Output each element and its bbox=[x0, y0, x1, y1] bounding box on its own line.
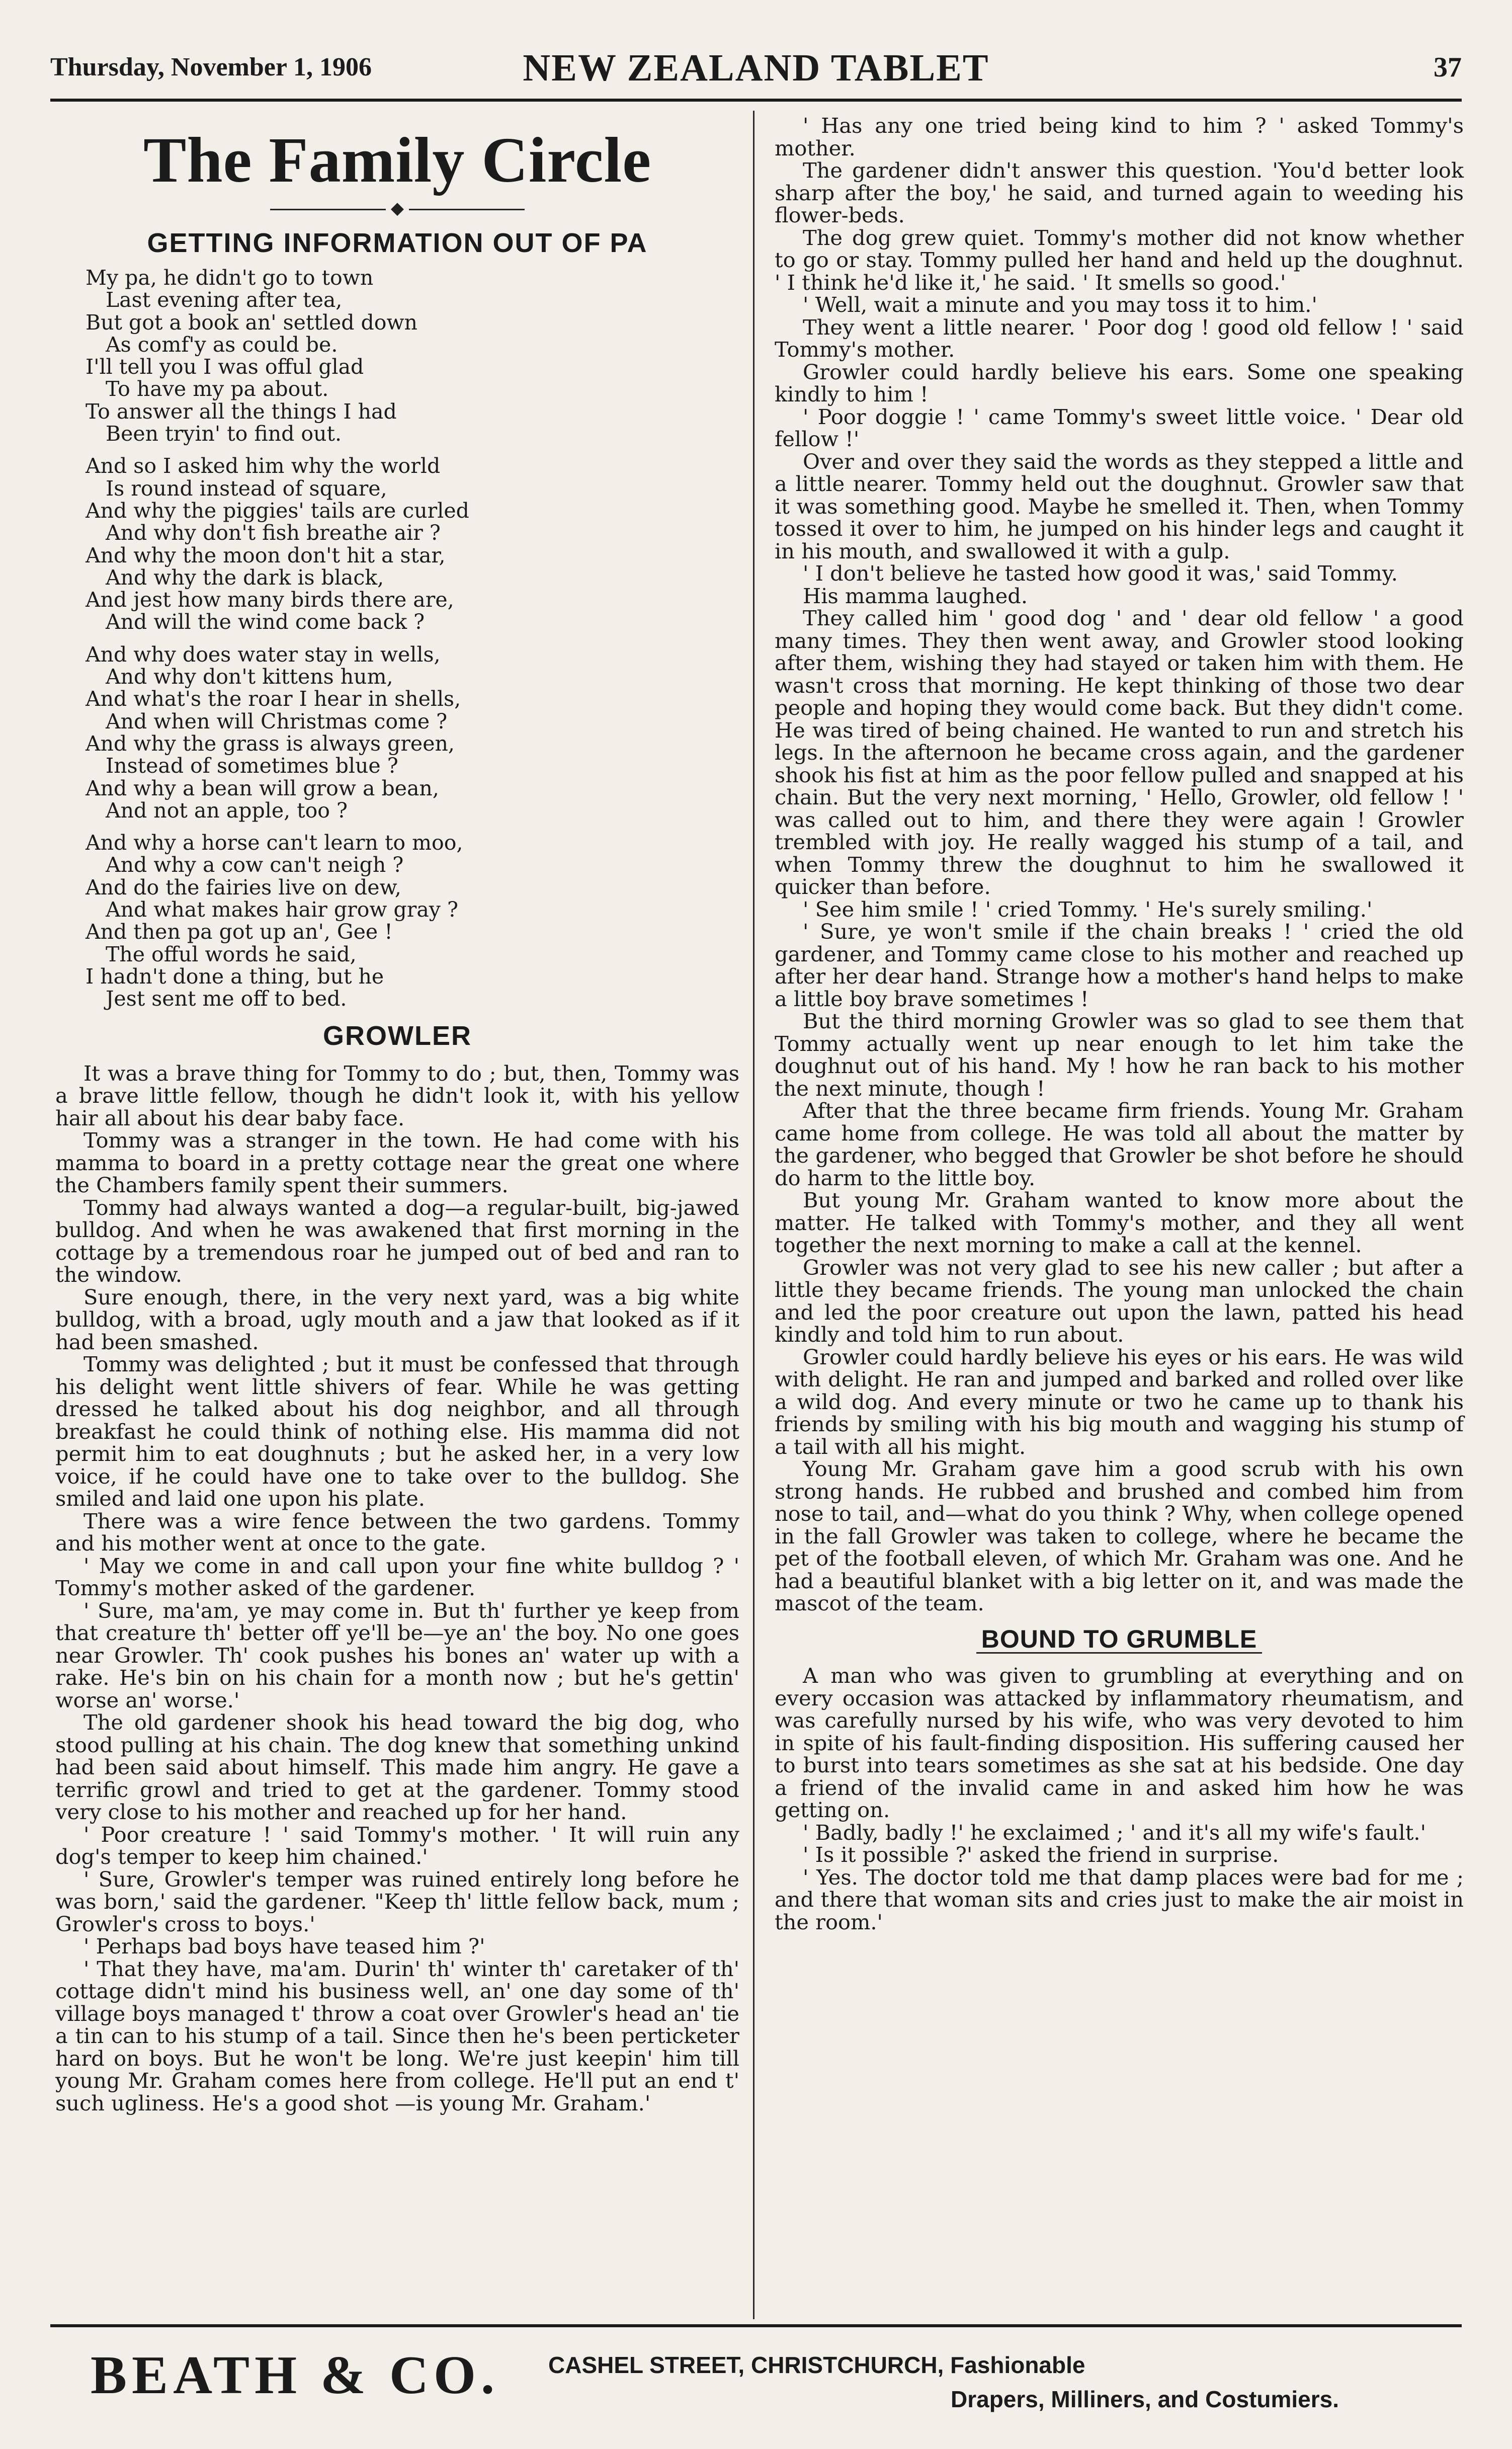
poem-line: Last evening after tea, bbox=[106, 288, 343, 312]
story-paragraph: ' Has any one tried being kind to him ? ' asked Tommy's mother. bbox=[775, 113, 1464, 160]
poem-line: And what's the roar I hear in shells, bbox=[86, 687, 461, 711]
story-paragraph: The old gardener shook his head toward the big dog, who stood pulling at his chain. The dog knew that something unkind had been said about himself. This made him angry. He gave a terrific growl and tried to get at the gardener. Tommy stood very close to his mother and reached up for her hand. bbox=[55, 1710, 739, 1824]
poem-line: And why a horse can't learn to moo, bbox=[86, 831, 463, 855]
masthead: NEW ZEALAND TABLET bbox=[523, 47, 989, 89]
story-paragraph: Growler could hardly believe his ears. Some one speaking kindly to him ! bbox=[775, 359, 1464, 406]
poem-line: But got a book an' settled down bbox=[86, 310, 417, 335]
poem-line: I'll tell you I was offul glad bbox=[86, 355, 364, 379]
poem-line: To have my pa about. bbox=[106, 377, 329, 401]
story-paragraph: ' Perhaps bad boys have teased him ?' bbox=[83, 1934, 485, 1958]
story-paragraph: It was a brave thing for Tommy to do ; but, then, Tommy was a brave little fellow, though he didn't look it, with his yellow hair all about his dear baby face. bbox=[55, 1060, 739, 1130]
story-paragraph: ' Badly, badly !' he exclaimed ; ' and it's all my wife's fault.' bbox=[803, 1820, 1426, 1845]
right-column bbox=[775, 115, 1464, 1933]
story-paragraph: There was a wire fence between the two gardens. Tommy and his mother went at once to the gate. bbox=[55, 1508, 739, 1556]
story-paragraph: Young Mr. Graham gave him a good scrub with his own strong hands. He rubbed and brushed and combed him from nose to tail, and—what do you think ? Why, when college opened in the fall Growler was taken to college, where he became the pet of the football eleven, of which Mr. Graham was one. And he had a beautiful blanket with a big letter on it, and was made the mascot of the team. bbox=[775, 1456, 1464, 1615]
poem-line: And why the moon don't hit a star, bbox=[86, 543, 446, 567]
poem-line: And so I asked him why the world bbox=[86, 454, 441, 478]
page-number: 37 bbox=[1434, 52, 1462, 83]
story-paragraph: ' Sure, ye won't smile if the chain breaks ! ' cried the old gardener, and Tommy came close to his mother and reached up after her dear hand. Strange how a mother's hand helps to make a little boy brave sometimes ! bbox=[775, 919, 1464, 1011]
poem-line: And why don't kittens hum, bbox=[106, 665, 393, 689]
story-paragraph: ' See him smile ! ' cried Tommy. ' He's surely smiling.' bbox=[803, 896, 1373, 922]
story-paragraph: Sure enough, there, in the very next yard, was a big white bulldog, with a broad, ugly mouth and a jaw that looked as if it had been smashed. bbox=[55, 1284, 739, 1354]
story-paragraph: A man who was given to grumbling at everything and on every occasion was attacked by inflammatory rheumatism, and was carefully nursed by his wife, who was very devoted to him in spite of his fault-finding disposition. His suffering caused her to burst into tears sometimes as she sat at his bedside. One day a friend of the invalid came in and asked him how he was getting on. bbox=[775, 1663, 1464, 1822]
story-paragraph: Tommy was delighted ; but it must be confessed that through his delight went little shivers of fear. While he was getting dressed he talked about his dog neighbor, and all through breakfast he could think of nothing else. His mamma did not permit him to eat doughnuts ; but he asked her, in a very low voice, if he could have one to take over to the bulldog. She smiled and laid one upon his plate. bbox=[55, 1352, 739, 1511]
growler-story-part-1 bbox=[55, 1060, 739, 2115]
story-paragraph: ' Poor doggie ! ' came Tommy's sweet little voice. ' Dear old fellow !' bbox=[775, 404, 1464, 451]
story-paragraph: They went a little nearer. ' Poor dog ! good old fellow ! ' said Tommy's mother. bbox=[775, 314, 1464, 362]
poem-line: And do the fairies live on dew, bbox=[86, 875, 401, 900]
poem-stanza bbox=[55, 455, 739, 633]
story-paragraph: ' Sure, ma'am, ye may come in. But th' further ye keep from that creature th' better off ye'll be—ye an' the boy. No one goes near Growler. Th' cook pushes his bones an' water up with a rake. He's bin on his chain for a month now ; but he's gettin' worse an' worse.' bbox=[55, 1598, 739, 1712]
poem-line: Been tryin' to find out. bbox=[106, 422, 342, 446]
poem bbox=[55, 267, 739, 1010]
story-paragraph: The dog grew quiet. Tommy's mother did not know whether to go or stay. Tommy pulled her hand and held up the doughnut. ' I think he'd like it,' he said. ' It smells so good.' bbox=[775, 225, 1464, 295]
poem-line: And not an apple, too ? bbox=[106, 798, 348, 823]
poem-line: And jest how many birds there are, bbox=[86, 588, 454, 612]
poem-line: And then pa got up an', Gee ! bbox=[86, 920, 393, 944]
story-paragraph: They called him ' good dog ' and ' dear old fellow ' a good many times. They then went away, and Growler stood looking after them, wishing they had stayed or taken him with them. He wasn't cross that morning. He kept thinking of those two dear people and hoping they would come back. But they didn't come. He was tired of being chained. He wanted to run and stretch his legs. In the afternoon he became cross again, and the gardener shook his fist at him as the poor fellow pulled and snapped at his chain. But the very next morning, ' Hello, Growler, old fellow ! ' was called out to him, and there they were again ! Growler trembled with joy. He really wagged his stump of a tail, and when Tommy threw the doughnut to him he swallowed it quicker than before. bbox=[775, 606, 1464, 899]
footer-advertisement bbox=[50, 2339, 1462, 2430]
poem-line: And why a bean will grow a bean, bbox=[86, 776, 439, 800]
story-paragraph: ' I don't believe he tasted how good it was,' said Tommy. bbox=[803, 561, 1398, 586]
story-paragraph: ' May we come in and call upon your fine white bulldog ? ' Tommy's mother asked of the gardener. bbox=[55, 1553, 739, 1600]
advertiser-trade: Drapers, Milliners, and Costumiers. bbox=[951, 2386, 1339, 2412]
title-ornament bbox=[55, 198, 739, 218]
story-paragraph: ' Poor creature ! ' said Tommy's mother. ' It will ruin any dog's temper to keep him chained.' bbox=[55, 1822, 739, 1869]
column-divider bbox=[753, 111, 754, 2319]
story-paragraph: Tommy was a stranger in the town. He had come with his mamma to board in a pretty cottage near the great one where the Chambers family spent their summers. bbox=[55, 1128, 739, 1197]
story-paragraph: ' Is it possible ?' asked the friend in surprise. bbox=[803, 1842, 1279, 1867]
poem-line: And will the wind come back ? bbox=[106, 610, 425, 634]
story-paragraph: His mamma laughed. bbox=[803, 583, 1028, 608]
poem-line: To answer all the things I had bbox=[86, 399, 397, 424]
poem-stanza bbox=[55, 267, 739, 445]
page-header bbox=[50, 46, 1462, 92]
family-circle-title: The Family Circle bbox=[143, 124, 651, 196]
advertiser-name: BEATH & CO. bbox=[91, 2345, 500, 2405]
left-column bbox=[55, 115, 739, 2114]
footer-rule bbox=[50, 2324, 1462, 2327]
poem-line: My pa, he didn't go to town bbox=[86, 266, 374, 290]
poem-line: And what makes hair grow gray ? bbox=[106, 897, 458, 922]
growler-story-part-2 bbox=[775, 115, 1464, 1615]
story-paragraph: After that the three became firm friends. Young Mr. Graham came home from college. He was told all about the matter by the gardener, who begged that Growler be shot before he should do harm to the little boy. bbox=[775, 1098, 1464, 1190]
poem-stanza bbox=[55, 643, 739, 822]
story-paragraph: Growler could hardly believe his eyes or his ears. He was wild with delight. He ran and jumped and barked and rolled over like a wild dog. And every minute or two he came up to thank his friends by smiling with his big mouth and wagging his stump of a tail with all his might. bbox=[775, 1344, 1464, 1459]
poem-stanza bbox=[55, 832, 739, 1010]
poem-line: And why does water stay in wells, bbox=[86, 642, 441, 667]
bound-to-grumble-heading-box bbox=[775, 1624, 1464, 1654]
poem-line: Instead of sometimes blue ? bbox=[106, 754, 398, 778]
story-paragraph: But young Mr. Graham wanted to know more about the matter. He talked with Tommy's mother, and they all went together the next morning to make a call at the kennel. bbox=[775, 1188, 1464, 1257]
story-paragraph: Growler was not very glad to see his new caller ; but after a little they became friends. The young man unlocked the chain and led the poor creature out upon the lawn, patted his head kindly and told him to run about. bbox=[775, 1255, 1464, 1347]
poem-line: And why the dark is black, bbox=[106, 565, 384, 590]
story-paragraph: ' Well, wait a minute and you may toss it to him.' bbox=[803, 292, 1317, 317]
poem-line: Jest sent me off to bed. bbox=[106, 987, 347, 1011]
issue-date: Thursday, November 1, 1906 bbox=[50, 53, 372, 81]
header-rule bbox=[50, 99, 1462, 102]
poem-line: As comf'y as could be. bbox=[106, 332, 338, 357]
bound-to-grumble-heading: BOUND TO GRUMBLE bbox=[976, 1628, 1262, 1654]
poem-line: And why a cow can't neigh ? bbox=[106, 853, 404, 877]
diamond-icon: ◆ bbox=[390, 198, 404, 218]
poem-line: And why the piggies' tails are curled bbox=[86, 498, 469, 523]
story-paragraph: ' Yes. The doctor told me that damp places were bad for me ; and there that woman sits and cries just to make the air moist in the room.' bbox=[775, 1864, 1464, 1934]
story-paragraph: Over and over they said the words as they stepped a little and a little nearer. Tommy held out the doughnut. Growler saw that it was something good. Maybe he smelled it. Then, when Tommy tossed it over to him, he jumped on his hinder legs and caught it in his mouth, and swallowed it with a gulp. bbox=[775, 449, 1464, 563]
poem-line: And why the grass is always green, bbox=[86, 731, 455, 756]
poem-line: The offul words he said, bbox=[106, 942, 357, 966]
poem-line: And why don't fish breathe air ? bbox=[106, 521, 441, 545]
story-paragraph: But the third morning Growler was so glad to see them that Tommy actually went up near enough to let him take the doughnut out of his hand. My ! how he ran back to his mother the next minute, though ! bbox=[775, 1009, 1464, 1101]
poem-line: Is round instead of square, bbox=[106, 476, 387, 501]
growler-heading: GROWLER bbox=[323, 1020, 472, 1051]
poem-heading: GETTING INFORMATION OUT OF PA bbox=[147, 228, 648, 258]
story-paragraph: ' That they have, ma'am. Durin' th' winter th' caretaker of th' cottage didn't mind his business well, an' one day some of th' village boys managed t' throw a coat over Growler's head an' tie a tin can to his stump of a tail. Since then he's been perticketer hard on boys. But he won't be long. We're just keepin' him till young Mr. Graham comes here from college. He'll put an end t' such ugliness. He's a good shot —is young Mr. Graham.' bbox=[55, 1956, 739, 2115]
advertiser-address: CASHEL STREET, CHRISTCHURCH, Fashionable bbox=[548, 2352, 1085, 2378]
story-paragraph: The gardener didn't answer this question. 'You'd better look sharp after the boy,' he said, and turned again to weeding his flower-beds. bbox=[775, 158, 1464, 227]
poem-line: And when will Christmas come ? bbox=[106, 709, 448, 733]
story-paragraph: ' Sure, Growler's temper was ruined entirely long before he was born,' said the gardener. "Keep th' little fellow back, mum ; Growler's cross to boys.' bbox=[55, 1866, 739, 1936]
story-paragraph: Tommy had always wanted a dog—a regular-built, big-jawed bulldog. And when he was awakened that first morning in the cottage by a tremendous roar he jumped out of bed and ran to the window. bbox=[55, 1195, 739, 1287]
bound-to-grumble-story bbox=[775, 1665, 1464, 1933]
poem-line: I hadn't done a thing, but he bbox=[86, 964, 384, 989]
